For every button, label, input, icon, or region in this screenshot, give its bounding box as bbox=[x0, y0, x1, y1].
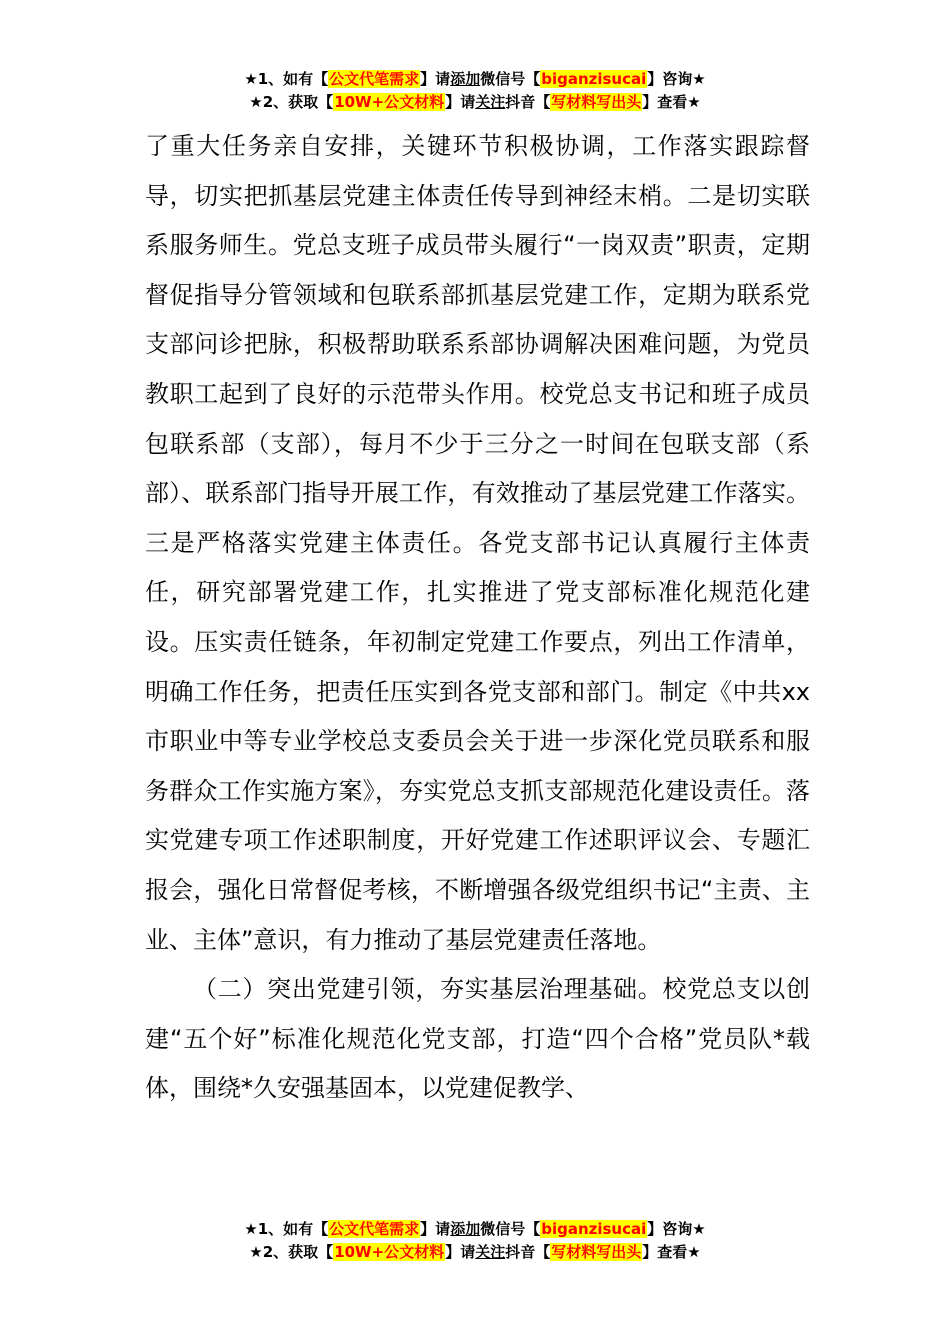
banner-text: 】查看★ bbox=[642, 93, 701, 111]
banner-text: 】请 bbox=[445, 93, 476, 111]
document-body bbox=[145, 122, 810, 1114]
banner-text: 微信号【 bbox=[480, 1220, 541, 1238]
highlight-wechat-id: biganzisucai bbox=[541, 1220, 647, 1238]
highlight-materials: 10W+公文材料 bbox=[334, 93, 445, 111]
highlight-writing-service: 公文代笔需求 bbox=[329, 1220, 420, 1238]
highlight-writing-service: 公文代笔需求 bbox=[329, 70, 420, 88]
banner-text: ★2、获取【 bbox=[249, 1243, 334, 1261]
body-paragraph-2: （二）突出党建引领，夯实基层治理基础。校党总支以创建“五个好”标准化规范化党支部，打造“四个合格”党员队*载体，围绕*久安强基固本，以党建促教学、 bbox=[145, 975, 810, 1103]
banner-line-2 bbox=[0, 91, 950, 114]
banner-text: 】查看★ bbox=[642, 1243, 701, 1261]
underlined-text: 添加 bbox=[450, 1220, 481, 1238]
banner-text: 】咨询★ bbox=[647, 1220, 706, 1238]
banner-text: ★1、如有【 bbox=[244, 70, 329, 88]
underlined-text: 添加 bbox=[450, 70, 481, 88]
body-paragraph-1: 了重大任务亲自安排，关键环节积极协调，工作落实跟踪督导，切实把抓基层党建主体责任传导到神经末梢。二是切实联系服务师生。党总支班子成员带头履行“一岗双责”职责，定期督促指导分管领域和包联系部抓基层党建工作，定期为联系党支部问诊把脉，积极帮助联系系部协调解决困难问题，为党员教职工起到了良好的示范带头作用。校党总支书记和班子成员包联系部（支部），每月不少于三分之一时间在包联支部（系部）、联系部门指导开展工作，有效推动了基层党建工作落实。三是严格落实党建主体责任。各党支部书记认真履行主体责任，研究部署党建工作，扎实推进了党支部标准化规范化建设。压实责任链条，年初制定党建工作要点，列出工作清单，明确工作任务，把责任压实到各党支部和部门。制定《中共xx市职业中等专业学校总支委员会关于进一步深化党员联系和服务群众工作实施方案》，夯实党总支抓支部规范化建设责任。落实党建专项工作述职制度，开好党建工作述职评议会、专题汇报会，强化日常督促考核，不断增强各级党组织书记“主责、主业、主体”意识，有力推动了基层党建责任落地。 bbox=[145, 132, 810, 954]
banner-line-1 bbox=[0, 68, 950, 91]
highlight-douyin-account: 写材料写出头 bbox=[551, 93, 642, 111]
banner-text: 】请 bbox=[420, 1220, 451, 1238]
banner-text: 抖音【 bbox=[505, 1243, 551, 1261]
footer-banner bbox=[0, 1218, 950, 1264]
highlight-wechat-id: biganzisucai bbox=[541, 70, 647, 88]
highlight-materials: 10W+公文材料 bbox=[334, 1243, 445, 1261]
banner-text: 】请 bbox=[420, 70, 451, 88]
banner-text: 】咨询★ bbox=[647, 70, 706, 88]
underlined-text: 关注 bbox=[475, 93, 506, 111]
banner-line-1 bbox=[0, 1218, 950, 1241]
banner-line-2 bbox=[0, 1241, 950, 1264]
underlined-text: 关注 bbox=[475, 1243, 506, 1261]
banner-text: ★1、如有【 bbox=[244, 1220, 329, 1238]
banner-text: 微信号【 bbox=[480, 70, 541, 88]
banner-text: 抖音【 bbox=[505, 93, 551, 111]
banner-text: 】请 bbox=[445, 1243, 476, 1261]
banner-text: ★2、获取【 bbox=[249, 93, 334, 111]
highlight-douyin-account: 写材料写出头 bbox=[551, 1243, 642, 1261]
header-banner bbox=[0, 68, 950, 114]
